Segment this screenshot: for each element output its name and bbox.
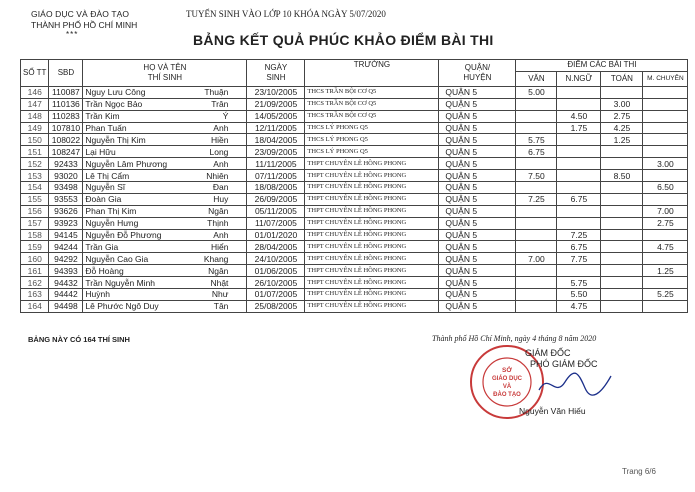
table-row [21,182,688,194]
cell-stt: 156 [21,205,49,217]
cell-name [83,217,247,229]
first-name: Tân [213,301,229,312]
cell-ngu: 1.75 [557,122,601,134]
cell-toan [601,86,643,98]
cell-name [83,241,247,253]
cell-dob: 28/04/2005 [247,241,305,253]
table-row [21,193,688,205]
cell-chuyen: 7.00 [643,205,688,217]
last-name: Trần Nguyễn Minh [85,277,156,288]
last-name: Nguyễn Đỗ Phương [85,230,162,241]
cell-toan [601,217,643,229]
cell-name [83,253,247,265]
cell-toan [601,193,643,205]
header-stars: *** [66,30,79,39]
cell-sbd: 107810 [49,122,83,134]
first-name: Trân [211,99,229,110]
cell-ngu [557,205,601,217]
last-name: Nguyễn Thị Kim [85,134,146,145]
cell-chuyen [643,86,688,98]
cell-stt: 154 [21,182,49,194]
cell-school: THCS TRẦN BỘI CƠ Q5 [305,110,439,122]
cell-sbd: 93626 [49,205,83,217]
cell-stt: 159 [21,241,49,253]
last-name: Trần Kim [85,111,120,122]
cell-van [516,229,557,241]
cell-stt: 158 [21,229,49,241]
cell-van [516,241,557,253]
col-header-ngu: N.NGỮ [557,71,601,86]
cell-sbd: 94432 [49,277,83,289]
signer-name: Nguyễn Văn Hiếu [519,406,586,416]
first-name: Khang [203,253,229,264]
col-header-chuyen: M. CHUYÊN [643,71,688,86]
col-header-school: TRƯỜNG [305,60,439,87]
cell-chuyen [643,277,688,289]
cell-district: QUẬN 5 [439,265,516,277]
cell-school: THPT CHUYÊN LÊ HỒNG PHONG [305,170,439,182]
cell-sbd: 110136 [49,98,83,110]
cell-stt: 157 [21,217,49,229]
table-row [21,170,688,182]
cell-district: QUẬN 5 [439,146,516,158]
cell-dob: 26/10/2005 [247,277,305,289]
cell-stt: 147 [21,98,49,110]
cell-van: 5.75 [516,134,557,146]
last-name: Nguyễn Cao Gia [85,253,149,264]
cell-dob: 05/11/2005 [247,205,305,217]
col-header-district-top: QUẬN/ [464,62,491,72]
cell-dob: 18/04/2005 [247,134,305,146]
cell-dob: 11/11/2005 [247,158,305,170]
cell-district: QUẬN 5 [439,300,516,312]
cell-stt: 149 [21,122,49,134]
cell-school: THCS TRẦN BỘI CƠ Q5 [305,86,439,98]
cell-sbd: 92433 [49,158,83,170]
cell-ngu: 6.75 [557,241,601,253]
results-body [21,86,688,312]
cell-ngu: 4.75 [557,300,601,312]
cell-name [83,122,247,134]
cell-sbd: 108247 [49,146,83,158]
cell-dob: 21/09/2005 [247,98,305,110]
first-name: Anh [213,123,229,133]
cell-dob: 18/08/2005 [247,182,305,194]
first-name: Đan [212,182,229,193]
cell-chuyen [643,229,688,241]
cell-school: THPT CHUYÊN LÊ HỒNG PHONG [305,182,439,194]
cell-toan [601,253,643,265]
last-name: Lê Phước Ngô Duy [85,301,159,312]
first-name: Như [211,289,229,300]
cell-sbd: 94244 [49,241,83,253]
cell-stt: 164 [21,300,49,312]
cell-van [516,98,557,110]
table-row [21,300,688,312]
col-header-name [83,60,247,87]
cell-sbd: 93923 [49,217,83,229]
table-row [21,122,688,134]
cell-ngu [557,217,601,229]
cell-toan [601,300,643,312]
cell-dob: 25/08/2005 [247,300,305,312]
cell-stt: 152 [21,158,49,170]
table-row [21,110,688,122]
cell-ngu: 6.75 [557,193,601,205]
cell-chuyen [643,253,688,265]
cell-dob: 24/10/2005 [247,253,305,265]
col-header-scores: ĐIỂM CÁC BÀI THI [516,60,688,72]
cell-district: QUẬN 5 [439,253,516,265]
cell-stt: 150 [21,134,49,146]
cell-ngu [557,170,601,182]
signature-subtitle: PHÓ GIÁM ĐỐC [530,359,598,369]
cell-school: THPT CHUYÊN LÊ HỒNG PHONG [305,241,439,253]
cell-toan [601,182,643,194]
stamp-line-3: VÀ [502,384,512,390]
cell-ngu [557,98,601,110]
cell-dob: 23/10/2005 [247,86,305,98]
cell-school: THPT CHUYÊN LÊ HỒNG PHONG [305,265,439,277]
cell-district: QUẬN 5 [439,205,516,217]
first-name: Hiển [210,241,229,252]
cell-ngu: 4.50 [557,110,601,122]
total-count: BẢNG NÀY CÓ 164 THÍ SINH [28,335,130,344]
cell-school: THCS LÝ PHONG Q5 [305,146,439,158]
cell-van: 5.00 [516,86,557,98]
table-row [21,205,688,217]
cell-district: QUẬN 5 [439,134,516,146]
cell-school: THPT CHUYÊN LÊ HỒNG PHONG [305,193,439,205]
signature-title: GIÁM ĐỐC [525,348,571,358]
cell-district: QUẬN 5 [439,217,516,229]
table-row [21,86,688,98]
cell-van: 7.50 [516,170,557,182]
last-name: Nguyễn Lâm Phương [85,158,168,169]
cell-district: QUẬN 5 [439,158,516,170]
first-name: Nhật [210,277,229,288]
cell-van: 6.75 [516,146,557,158]
table-row [21,158,688,170]
last-name: Đoàn Gia [85,194,122,205]
cell-toan [601,158,643,170]
cell-dob: 11/07/2005 [247,217,305,229]
cell-name [83,134,247,146]
cell-sbd: 94498 [49,300,83,312]
cell-van [516,289,557,301]
city-name: THÀNH PHỐ HỒ CHÍ MINH [31,20,138,30]
cell-ngu: 7.25 [557,229,601,241]
col-header-van: VĂN [516,71,557,86]
cell-sbd: 93553 [49,193,83,205]
col-header-district [439,60,516,87]
cell-name [83,205,247,217]
last-name: Trần Ngọc Bảo [85,99,143,110]
cell-district: QUẬN 5 [439,110,516,122]
cell-sbd: 108022 [49,134,83,146]
cell-van [516,182,557,194]
cell-school: THPT CHUYÊN LÊ HỒNG PHONG [305,289,439,301]
cell-chuyen: 4.75 [643,241,688,253]
cell-van [516,300,557,312]
cell-district: QUẬN 5 [439,182,516,194]
cell-school: THPT CHUYÊN LÊ HỒNG PHONG [305,253,439,265]
cell-district: QUẬN 5 [439,241,516,253]
col-header-toan: TOÁN [601,71,643,86]
cell-stt: 155 [21,193,49,205]
cell-name [83,265,247,277]
cell-stt: 162 [21,277,49,289]
cell-toan [601,277,643,289]
cell-ngu: 5.75 [557,277,601,289]
col-header-dob-bottom: SINH [266,72,286,82]
cell-van [516,217,557,229]
col-header-stt [21,60,49,87]
table-row [21,241,688,253]
last-name: Lại Hữu [85,146,116,157]
cell-toan: 8.50 [601,170,643,182]
cell-van: 7.25 [516,193,557,205]
last-name: Lê Thị Cẩm [85,170,130,181]
cell-ngu: 5.50 [557,289,601,301]
cell-stt: 146 [21,86,49,98]
col-header-name-bottom: THÍ SINH [147,72,183,82]
cell-chuyen [643,122,688,134]
first-name: Ngân [208,265,229,276]
cell-van: 7.00 [516,253,557,265]
cell-school: THPT CHUYÊN LÊ HỒNG PHONG [305,205,439,217]
cell-van [516,277,557,289]
sign-date: Thành phố Hồ Chí Minh, ngày 4 tháng 8 năm 2020 [432,334,597,343]
last-name: Huỳnh [85,289,110,300]
cell-sbd: 110283 [49,110,83,122]
cell-van [516,158,557,170]
cell-name [83,98,247,110]
cell-ngu [557,134,601,146]
cell-chuyen [643,134,688,146]
cell-ngu [557,86,601,98]
cell-sbd: 94145 [49,229,83,241]
first-name: Anh [213,230,229,241]
cell-school: THPT CHUYÊN LÊ HỒNG PHONG [305,229,439,241]
cell-toan: 4.25 [601,122,643,134]
cell-dob: 01/01/2020 [247,229,305,241]
cell-chuyen: 6.50 [643,182,688,194]
cell-toan [601,241,643,253]
stamp-line-4: ĐÀO TẠO [493,392,521,398]
cell-name [83,110,247,122]
cell-dob: 26/09/2005 [247,193,305,205]
col-header-sbd: SBD [49,60,83,87]
department-name: GIÁO DỤC VÀ ĐÀO TẠO [31,9,130,19]
cell-chuyen [643,146,688,158]
signature-stroke [539,373,611,395]
cell-ngu [557,182,601,194]
cell-school: THPT CHUYÊN LÊ HỒNG PHONG [305,277,439,289]
last-name: Trần Gia [85,241,119,252]
cell-chuyen: 3.00 [643,158,688,170]
table-row [21,277,688,289]
cell-van [516,122,557,134]
cell-chuyen [643,300,688,312]
cell-ngu [557,265,601,277]
cell-van [516,205,557,217]
table-row [21,265,688,277]
table-row [21,253,688,265]
cell-district: QUẬN 5 [439,122,516,134]
cell-sbd: 94393 [49,265,83,277]
first-name: Nhiên [206,170,229,181]
last-name: Nguyễn Sĩ [85,182,126,193]
cell-sbd: 110087 [49,86,83,98]
table-row [21,146,688,158]
cell-ngu [557,146,601,158]
cell-district: QUẬN 5 [439,277,516,289]
cell-school: THPT CHUYÊN LÊ HỒNG PHONG [305,300,439,312]
cell-dob: 01/06/2005 [247,265,305,277]
last-name: Đỗ Hoàng [85,265,124,276]
cell-toan: 1.25 [601,134,643,146]
cell-district: QUẬN 5 [439,170,516,182]
cell-dob: 12/11/2005 [247,122,305,134]
first-name: Ý [222,111,229,122]
results-table [20,59,688,313]
cell-chuyen [643,193,688,205]
last-name: Nguy Lưu Công [85,87,146,98]
col-header-name-top: HỌ VÀ TÊN [143,62,187,72]
cell-chuyen [643,110,688,122]
first-name: Thuận [204,87,229,98]
cell-school: THCS TRẦN BỘI CƠ Q5 [305,98,439,110]
cell-name [83,146,247,158]
cell-name [83,277,247,289]
cell-stt: 163 [21,289,49,301]
cell-sbd: 94442 [49,289,83,301]
col-header-dob [247,60,305,87]
cell-van [516,110,557,122]
cell-toan [601,146,643,158]
col-header-stt-label: SỐ TT [23,67,47,77]
first-name: Huy [213,194,229,205]
cell-school: THPT CHUYÊN LÊ HỒNG PHONG [305,217,439,229]
cell-van [516,265,557,277]
cell-ngu: 7.75 [557,253,601,265]
cell-name [83,86,247,98]
cell-sbd: 93020 [49,170,83,182]
col-header-dob-top: NGÀY [264,62,288,72]
table-row [21,217,688,229]
exam-info: TUYỂN SINH VÀO LỚP 10 KHÓA NGÀY 5/07/2020 [186,9,386,19]
cell-toan [601,265,643,277]
cell-chuyen [643,170,688,182]
cell-district: QUẬN 5 [439,193,516,205]
cell-toan [601,289,643,301]
cell-name [83,193,247,205]
cell-toan [601,205,643,217]
cell-stt: 161 [21,265,49,277]
cell-name [83,300,247,312]
cell-name [83,182,247,194]
cell-school: THPT CHUYÊN LÊ HỒNG PHONG [305,158,439,170]
table-row [21,98,688,110]
cell-district: QUẬN 5 [439,98,516,110]
last-name: Nguyễn Hưng [85,218,139,229]
cell-dob: 14/05/2005 [247,110,305,122]
first-name: Hiền [210,134,229,145]
cell-chuyen: 2.75 [643,217,688,229]
first-name: Ngân [208,206,229,217]
cell-stt: 160 [21,253,49,265]
cell-sbd: 94292 [49,253,83,265]
cell-name [83,158,247,170]
cell-stt: 153 [21,170,49,182]
cell-toan: 2.75 [601,110,643,122]
cell-stt: 148 [21,110,49,122]
last-name: Phan Thị Kim [85,206,137,217]
cell-district: QUẬN 5 [439,289,516,301]
cell-chuyen: 5.25 [643,289,688,301]
cell-toan [601,229,643,241]
cell-name [83,229,247,241]
cell-toan: 3.00 [601,98,643,110]
first-name: Thịnh [207,218,229,229]
cell-dob: 01/07/2005 [247,289,305,301]
table-row [21,229,688,241]
cell-name [83,170,247,182]
table-row [21,134,688,146]
handwritten-signature [535,368,615,400]
last-name: Phan Tuấn [85,123,127,133]
cell-dob: 07/11/2005 [247,170,305,182]
cell-sbd: 93498 [49,182,83,194]
cell-ngu [557,158,601,170]
cell-dob: 23/09/2005 [247,146,305,158]
first-name: Long [209,146,229,157]
page-title: BẢNG KẾT QUẢ PHÚC KHẢO ĐIỂM BÀI THI [193,32,494,48]
cell-chuyen [643,98,688,110]
first-name: Anh [213,158,229,169]
cell-school: THCS LÝ PHONG Q5 [305,122,439,134]
cell-stt: 151 [21,146,49,158]
cell-school: THCS LÝ PHONG Q5 [305,134,439,146]
stamp-line-1: SỞ [502,367,512,374]
cell-district: QUẬN 5 [439,229,516,241]
cell-district: QUẬN 5 [439,86,516,98]
cell-name [83,289,247,301]
page-number: Trang 6/6 [622,467,656,476]
table-row [21,289,688,301]
stamp-line-2: GIÁO DỤC [492,376,522,382]
stamp-inner-ring [483,358,531,406]
cell-chuyen: 1.25 [643,265,688,277]
col-header-district-bottom: HUYỆN [463,72,492,82]
